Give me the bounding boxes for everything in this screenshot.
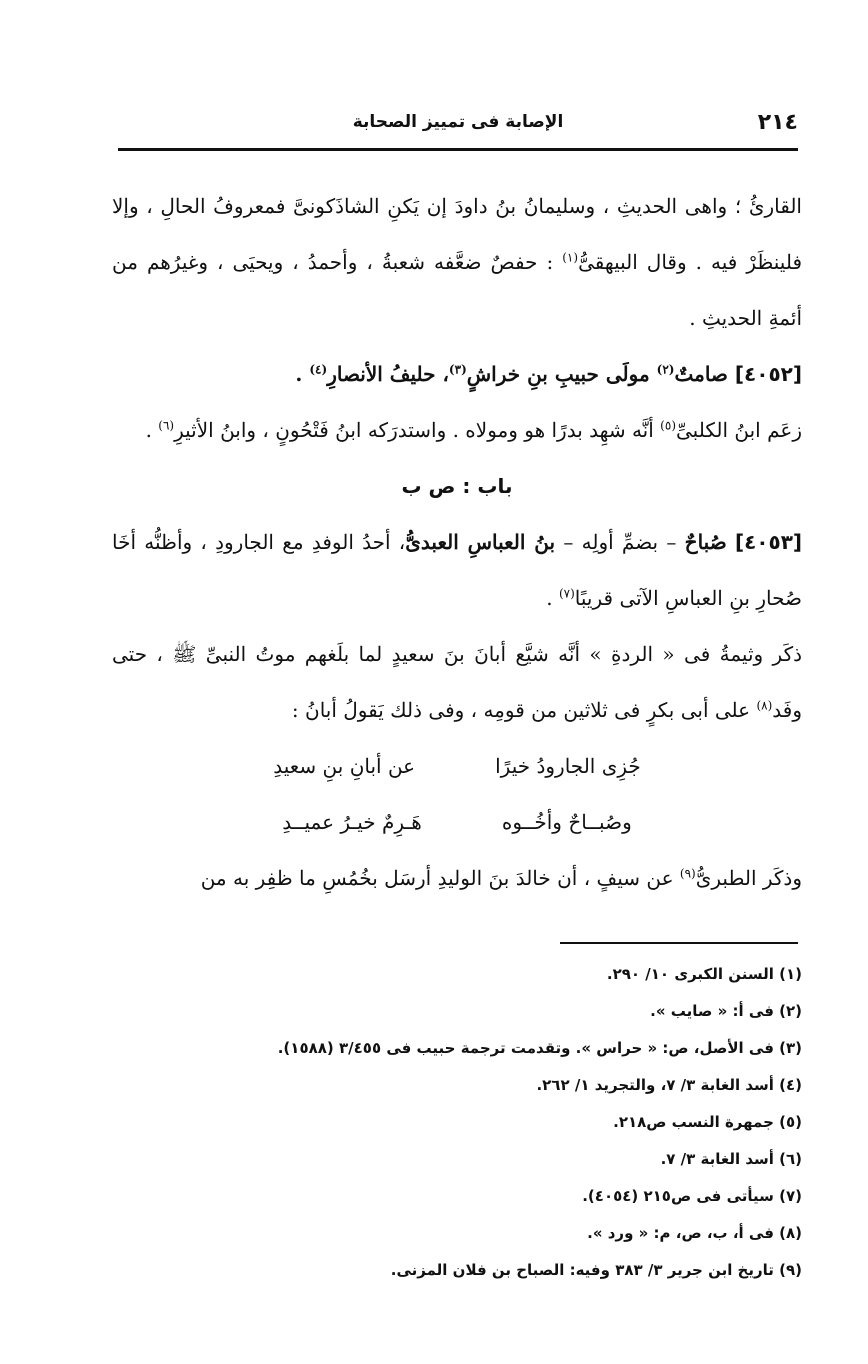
footnote: (٢) فى أ: « صايب ». [650,1002,802,1020]
footnote: (٤) أسد الغابة ٣/ ٧، والتجريد ١/ ٢٦٢. [536,1076,802,1094]
paragraph-ridda: ذكَر وثيمةُ فى « الردةِ » أنَّه شيَّع أبانَ بنَ سعيدٍ لما بلَغهم موتُ النبىِّ ﷺ ، حتى وفَد$^{(٨)}$ على أبى بكرٍ فى ثلاثين من قومِه ، وفى ذلك يَقولُ أبانُ : [112,642,802,722]
footnote-ref: (١) [562,250,579,265]
footnote-ref: (٥) [660,418,676,433]
footnote-ref: (٩) [679,866,696,881]
verse-hemistich: عن أبانِ بنِ سعيدِ [273,754,416,778]
footnote: (٩) تاريخ ابن جرير ٣/ ٣٨٣ وفيه: الصباح بن فلان المزنى. [390,1261,802,1279]
footnote-divider [560,942,798,944]
verse-hemistich: هَـرِمٌ خيـرُ عميــدِ [282,810,422,834]
verse-line-2 [112,794,802,850]
entry-4053: [٤٠٥٣] صُباحٌ – بضمِّ أولِه – بنُ العباسِ العبدىُّ، أحدُ الوفدِ مع الجارودِ ، وأظنُّه أخَا صُحارِ بنِ العباسِ الآتى قريبًا$^{(٧)}$ . [112,530,803,610]
footnote: (٦) أسد الغابة ٣/ ٧. [660,1150,802,1168]
page-number: ٢١٤ [757,110,798,135]
footnote-ref: (٨) [756,698,773,713]
main-text [112,178,802,906]
running-title: الإصابة فى تمييز الصحابة [352,112,564,132]
entry-4052: [٤٠٥٢] صامتٌ$^{(٢)}$ مولَى حبيبِ بنِ خراشٍ$^{(٣)}$، حليفُ الأنصارِ$^{(٤)}$ . [295,362,802,386]
footnote: (٥) جمهرة النسب ص٢١٨. [613,1113,802,1131]
footnote-ref: (٤) [309,362,328,377]
paragraph-continuation: القارئُ ؛ واهى الحديثِ ، وسليمانُ بنُ داودَ إن يَكنِ الشاذَكونىَّ فمعروفُ الحالِ ، وإلا فلينظَرْ فيه . وقال البيهقىُّ$^{(١)}$ : حفصٌ ضعَّفه شعبةُ ، وأحمدُ ، ويحيَى ، وغيرُهم من أئمةِ الحديثِ . [112,194,803,330]
entry-name: صامتٌ [674,362,728,386]
footnote: (٧) سيأتى فى ص٢١٥ (٤٠٥٤). [582,1187,802,1205]
entry-number: [٤٠٥٣] [734,530,803,554]
footnote: (١) السنن الكبرى ١٠/ ٢٩٠. [606,965,802,983]
verse-line-1 [112,738,802,794]
footnotes [112,956,802,1289]
footnote-ref: (٢) [656,362,675,377]
entry-number: [٤٠٥٢] [734,362,802,386]
paragraph-entry-4052-body: زعَم ابنُ الكلبىِّ$^{(٥)}$ أنَّه شهِد بدرًا هو ومولاه . واستدرَكه ابنُ فَتْحُونٍ ، وابنُ الأثيرِ$^{(٦)}$ . [145,418,802,442]
paragraph-tabari: وذكَر الطبرىُّ$^{(٩)}$ عن سيفٍ ، أن خالدَ بنَ الوليدِ أرسَل بخُمُسِ ما ظفِر به من [200,866,802,890]
verse-hemistich: جُزِى الجارودُ خيرًا [495,754,641,778]
verse-hemistich: وصُبــاحٌ وأخُــوه [501,810,632,834]
page-header [118,108,798,151]
entry-name: صُباحٌ [684,530,727,554]
footnote-ref: (٧) [558,586,575,601]
footnote: (٨) فى أ، ب، ص، م: « ورد ». [587,1224,802,1242]
footnote: (٣) فى الأصل، ص: « حراس ». وتقدمت ترجمة حبيب فى ٣/٤٥٥ (١٥٨٨). [277,1039,802,1057]
footnote-ref: (٦) [158,418,175,433]
footnote-ref: (٣) [448,362,467,377]
section-title: باب : ص ب [401,474,513,498]
